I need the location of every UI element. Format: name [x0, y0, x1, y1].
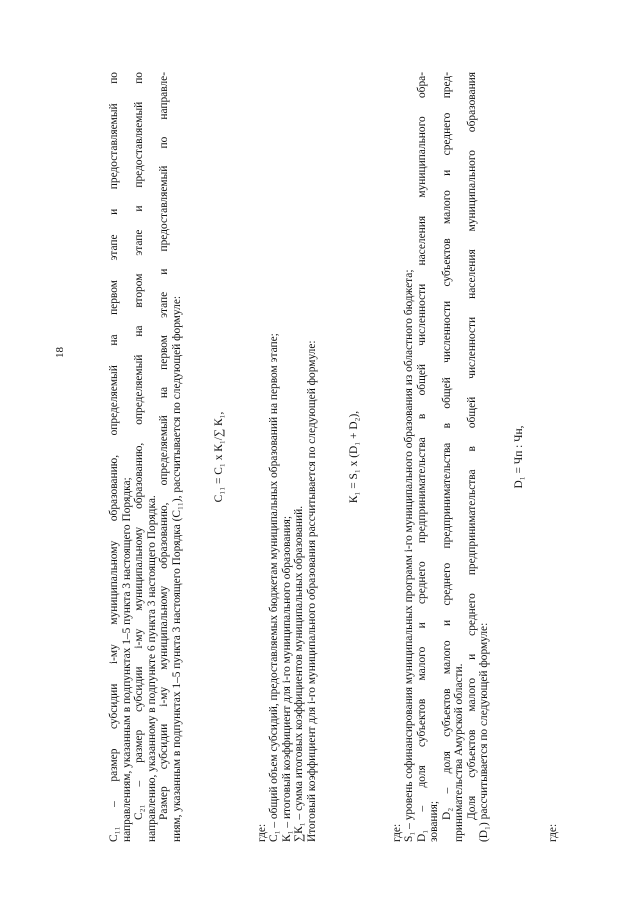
formula-c11: С₁₁ = С₁ х К₁/∑ К₁, [213, 411, 225, 503]
subsidy-size-line2: ниям, указанным в подпунктах 1–5 пункта 3 настоящего Порядка (С₁₁), рассчитывается по следующей формуле: [170, 295, 183, 842]
def-d1-line1: D₁ – доля субъектов малого и среднего предпринимательства в общей численности населения муниципального обра- [415, 72, 428, 842]
formula-k1: К₁ = S₁ х (D₁ + D₂), [348, 410, 360, 504]
def-sum-k: ∑К₁ – сумма итоговых коэффициентов муниципальных образований. [293, 505, 305, 842]
where-label-3: где: [547, 823, 559, 842]
d1-intro-line1: Доля субъектов малого и среднего предпринимательства в общей численности населения муниципального образования [465, 72, 478, 820]
def-c1-total: С₁ – общий объем субсидий, предоставляемых бюджетам муниципальных образований на первом этапе; [268, 333, 280, 842]
formula-d1: D₁ = Чп : Чн, [512, 425, 525, 489]
def-k-formula-intro: Итоговый коэффициент для i-го муниципального образования рассчитывается по следующей формуле: [305, 340, 318, 842]
document-body [108, 72, 559, 842]
def-s1: S₁ – уровень софинансирования муниципальных программ i-го муниципального образования из областного бюджета; [403, 269, 415, 842]
c2-definition-line1: С₂₁ – размер субсидии i-му муниципальному образованию, определяемый на втором этапе и предоставляемый по [133, 72, 145, 820]
def-d2-line1: D₂ – доля субъектов малого и среднего предпринимательства в общей численности субъектов малого и среднего пред- [440, 72, 453, 820]
where-label-1: где: [255, 823, 268, 842]
def-d2-line2: принимательства Амурской области. [453, 663, 465, 842]
page-number: 18 [54, 347, 66, 358]
d1-intro-line2: (D₁) рассчитывается по следующей формуле: [478, 622, 490, 842]
def-k1: К₁ – итоговый коэффициент для i-го муниципального образования; [280, 515, 293, 842]
c1-definition-line1: С₁₁ – размер субсидии i-му муниципальному образованию, определяемый на первом этапе и предоставляемый по [108, 72, 120, 842]
c2-definition-line2: направлению, указанному в подпункте 6 пункта 3 настоящего Порядка. [145, 495, 158, 842]
c1-definition-line2: направлениям, указанным в подпунктах 1–5 пункта 3 настоящего Порядка; [120, 477, 133, 842]
subsidy-size-line1: Размер субсидии i-му муниципальному образованию, определяемый на первом этапе и предоставляемый по направле- [158, 72, 170, 820]
def-d1-line2: зования; [428, 800, 440, 842]
where-label-2: где: [390, 823, 403, 842]
